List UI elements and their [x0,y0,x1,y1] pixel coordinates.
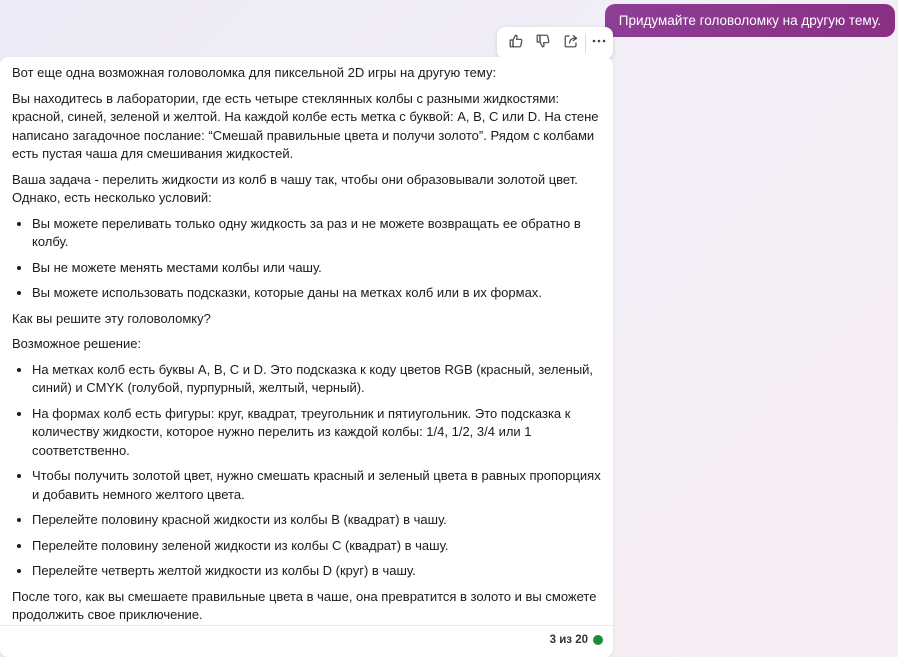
list-item: • Перелейте половину зеленой жидкости из колбы C (квадрат) в чашу. [32,537,601,556]
list-item: • Перелейте половину красной жидкости из колбы B (квадрат) в чашу. [32,511,601,530]
response-scenario: Вы находитесь в лаборатории, где есть четыре стеклянных колбы с разными жидкостями: красной, синей, зеленой и желтой. На каждой колбе есть метка с буквой: A, B, C или D. На стене написано загадочное послание: “Смешай правильные цвета и получи золото”. Рядом с колбами есть пустая чаша для смешивания жидкостей. [12,90,599,161]
status-dot-icon [593,635,603,645]
turn-counter-label: 3 из 20 [549,634,588,646]
list-item: • Перелейте четверть желтой жидкости из колбы D (круг) в чашу. [32,562,601,581]
list-item: • Вы можете переливать только одну жидкость за раз и не можете возвращать ее обратно в колбу. [32,215,601,252]
response-body [0,57,613,625]
response-conclusion: После того, как вы смешаете правильные цвета в чаше, она превратится в золото и вы сможете продолжить свое приключение. [12,588,597,622]
response-question: Как вы решите эту головоломку? [12,310,211,326]
response-task: Ваша задача - перелить жидкости из колб в чашу так, чтобы они образовывали золотой цвет. Однако, есть несколько условий: [12,171,578,205]
assistant-response-card [0,57,613,657]
list-item: • На формах колб есть фигуры: круг, квадрат, треугольник и пятиугольник. Это подсказка к количеству жидкости, которое нужно перелить из каждой колбы: 1/4, 1/2, 3/4 или 1 соответственно. [32,405,601,461]
list-item: • Вы не можете менять местами колбы или чашу. [32,259,601,278]
more-options-button[interactable] [585,29,613,57]
reaction-toolbar [497,27,613,59]
list-item: • Чтобы получить золотой цвет, нужно смешать красный и зеленый цвета в равных пропорциях и добавить немного желтого цвета. [32,467,601,504]
like-button[interactable] [502,29,530,57]
conditions-list [12,215,601,303]
list-item: • Вы можете использовать подсказки, которые даны на метках колб или в их формах. [32,284,601,303]
thumbs-up-icon [508,33,524,54]
response-intro: Вот еще одна возможная головоломка для пиксельной 2D игры на другую тему: [12,65,497,80]
solution-heading: Возможное решение: [12,336,142,351]
turn-counter [550,634,603,646]
dislike-button[interactable] [530,29,558,57]
share-icon [563,33,579,54]
footer-divider [0,625,613,626]
thumbs-down-icon [535,33,551,54]
user-message-bubble: Придумайте головоломку на другую тему. [605,4,895,37]
list-item: • На метках колб есть буквы A, B, C и D. Это подсказка к коду цветов RGB (красный, зеленый, синий) и CMYK (голубой, пурпурный, желтый, черный). [32,361,601,398]
more-icon [591,33,607,54]
share-button[interactable] [557,29,585,57]
solution-list [12,361,601,581]
